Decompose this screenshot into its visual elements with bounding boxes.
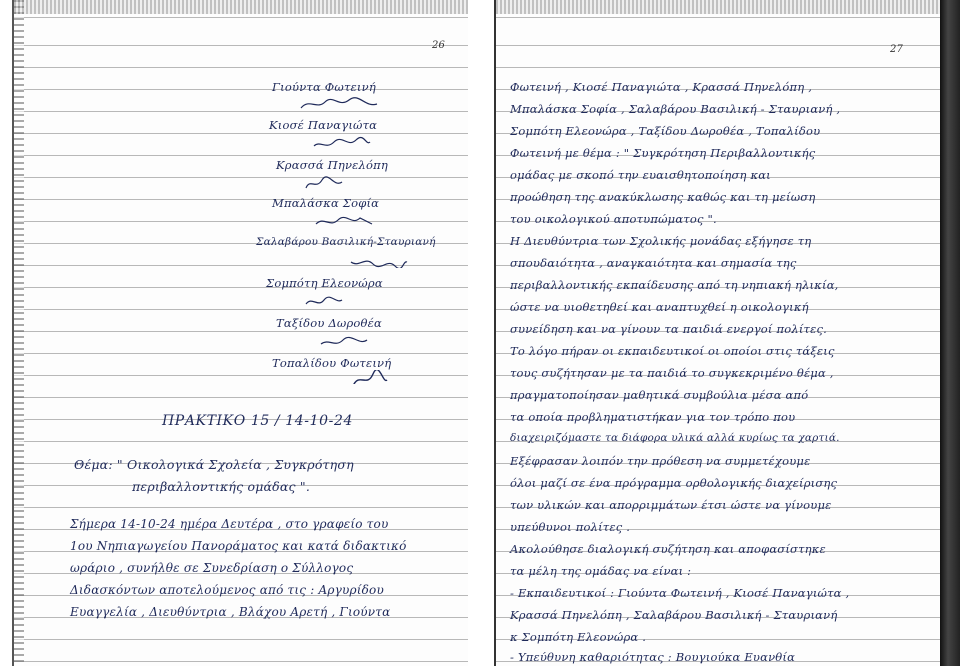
right-page-top-band: [496, 0, 942, 14]
body-line: περιβαλλοντικής εκπαίδευσης από τη νηπιακή ηλικία,: [510, 278, 839, 292]
body-line: ώστε να υιοθετηθεί και αναπτυχθεί η οικολογική: [510, 300, 809, 314]
signatory-name: Σομπότη Ελεονώρα: [266, 276, 383, 290]
body-line: Κρασσά Πηνελόπη , Σαλαβάρου Βασιλική - Σταυριανή: [510, 608, 838, 622]
body-line: Ευαγγελία , Διευθύντρια , Βλάχου Αρετή , Γιούντα: [70, 605, 391, 619]
signatory-name: Κιοσέ Παναγιώτα: [269, 118, 378, 132]
body-line: διαχειριζόμαστε τα διάφορα υλικά αλλά κυρίως τα χαρτιά.: [510, 432, 840, 444]
body-line: πραγματοποίησαν μαθητικά συμβούλια μέσα από: [510, 388, 809, 402]
subject-line: Θέμα: " Οικολογικά Σχολεία , Συγκρότηση: [74, 457, 354, 472]
signature-mark: [349, 370, 389, 384]
body-line: Σομπότη Ελεονώρα , Ταξίδου Δωροθέα , Τοπαλίδου: [510, 124, 821, 138]
body-line: Σήμερα 14-10-24 ημέρα Δευτέρα , στο γραφείο του: [70, 517, 389, 531]
body-line: Διδασκόντων αποτελούμενος από τις : Αργυρίδου: [70, 583, 384, 597]
body-line: Φωτεινή με θέμα : " Συγκρότηση Περιβαλλοντικής: [510, 146, 816, 160]
signature-mark: [319, 334, 369, 348]
body-line: τα μέλη της ομάδας να είναι :: [510, 564, 692, 578]
body-line: των υλικών και απορριμμάτων έτσι ώστε να γίνουμε: [510, 498, 832, 512]
signature-mark: [304, 294, 344, 308]
signatory-name: Κρασσά Πηνελόπη: [276, 158, 388, 172]
subject-line: περιβαλλοντικής ομάδας ".: [132, 479, 311, 494]
body-line: Μπαλάσκα Σοφία , Σαλαβάρου Βασιλική - Σταυριανή ,: [510, 102, 841, 116]
right-page-number: 27: [890, 44, 904, 55]
body-line: τους συζήτησαν με τα παιδιά το συγκεκριμένο θέμα ,: [510, 366, 834, 380]
left-page-top-band: [14, 0, 468, 14]
left-binding-strip: [14, 0, 24, 666]
body-line: Το λόγο πήραν οι εκπαιδευτικοί οι οποίοι στις τάξεις: [510, 344, 835, 358]
body-line: Φωτεινή , Κιοσέ Παναγιώτα , Κρασσά Πηνελόπη ,: [510, 80, 813, 94]
body-line: Ακολούθησε διαλογική συζήτηση και αποφασίστηκε: [510, 542, 826, 556]
signatory-name: Σαλαβάρου Βασιλική-Σταυριανή: [256, 236, 436, 248]
signature-mark: [304, 176, 344, 190]
left-notebook-page: [12, 0, 468, 666]
body-line: - Εκπαιδευτικοί : Γιούντα Φωτεινή , Κιοσέ Παναγιώτα ,: [510, 586, 850, 600]
signature-mark: [312, 136, 372, 150]
body-line: Εξέφρασαν λοιπόν την πρόθεση να συμμετέχουμε: [510, 454, 811, 468]
signatory-name: Γιούντα Φωτεινή: [272, 80, 376, 94]
signature-mark: [314, 214, 374, 228]
signatory-name: Μπαλάσκα Σοφία: [272, 196, 380, 210]
body-line: Η Διευθύντρια των Σχολικής μονάδας εξήγησε τη: [510, 234, 812, 248]
signatory-name: Ταξίδου Δωροθέα: [276, 316, 383, 330]
body-line: προώθηση της ανακύκλωσης καθώς και τη μείωση: [510, 190, 816, 204]
signature-mark: [299, 96, 379, 110]
body-line: του οικολογικού αποτυπώματος ".: [510, 212, 717, 226]
left-page-number: 26: [432, 40, 446, 51]
minutes-title: ΠΡΑΚΤΙΚΟ 15 / 14-10-24: [162, 413, 353, 429]
scan-edge-shadow: [940, 0, 960, 666]
body-line: τα οποία προβληματιστήκαν για τον τρόπο που: [510, 410, 796, 424]
body-line: ωράριο , συνήλθε σε Συνεδρίαση ο Σύλλογος: [70, 561, 354, 575]
page-gutter: [470, 0, 494, 666]
body-line: ομάδας με σκοπό την ευαισθητοποίηση και: [510, 168, 771, 182]
body-line: υπεύθυνοι πολίτες .: [510, 520, 631, 534]
body-line: συνείδηση και να γίνουν τα παιδιά ενεργοί πολίτες.: [510, 322, 827, 336]
signature-mark: [349, 254, 409, 268]
right-notebook-page: [494, 0, 942, 666]
body-line: 1ου Νηπιαγωγείου Πανοράματος και κατά διδακτικό: [70, 539, 407, 553]
signatory-name: Τοπαλίδου Φωτεινή: [272, 356, 392, 370]
body-line: σπουδαιότητα , αναγκαιότητα και σημασία της: [510, 256, 797, 270]
body-line: κ Σομπότη Ελεονώρα .: [510, 630, 647, 644]
body-line: όλοι μαζί σε ένα πρόγραμμα ορθολογικής διαχείρισης: [510, 476, 838, 490]
body-line: - Υπεύθυνη καθαριότητας : Βουγιούκα Ευανθία: [510, 650, 796, 664]
